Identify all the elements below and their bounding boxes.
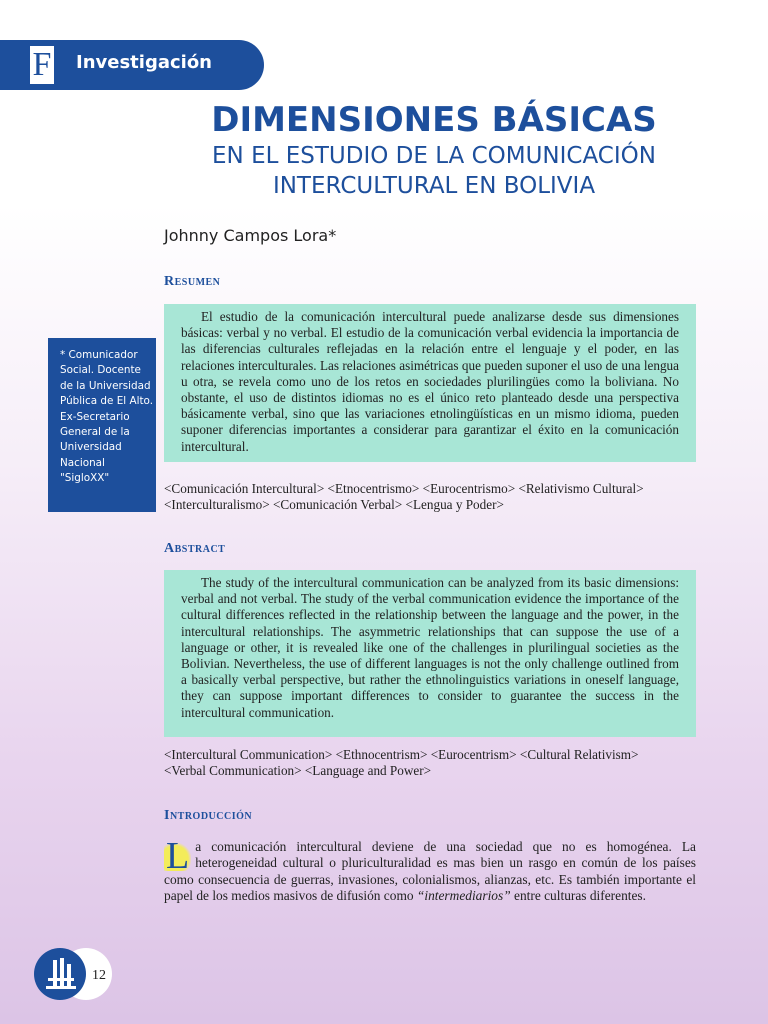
author-note-line: * Comunicador bbox=[60, 349, 138, 361]
introduccion-body bbox=[164, 835, 696, 904]
author-note-line: Pública de El Alto. bbox=[60, 395, 154, 408]
drop-cap: L bbox=[166, 835, 190, 877]
journal-logo-icon: F bbox=[30, 46, 54, 84]
keywords-line: <Verbal Communication> <Language and Power> bbox=[164, 763, 432, 779]
page-number-badge bbox=[34, 948, 114, 1000]
keywords-line: <Interculturalismo> <Comunicación Verbal> <Lengua y Poder> bbox=[164, 497, 504, 513]
page-number: 12 bbox=[92, 968, 106, 983]
abstract-box bbox=[164, 570, 696, 737]
introduccion-paragraph bbox=[164, 835, 696, 904]
section-label: Investigación bbox=[76, 52, 212, 73]
author-note-line: Social. Docente bbox=[60, 364, 141, 377]
introduccion-heading: Introducción bbox=[164, 808, 253, 823]
journal-emblem-icon bbox=[34, 948, 86, 1000]
article-subtitle-line-1: EN EL ESTUDIO DE LA COMUNICACIÓN bbox=[212, 143, 656, 169]
author-note-line: de la Universidad bbox=[60, 379, 151, 392]
author-name: Johnny Campos Lora* bbox=[164, 226, 337, 245]
intro-text-italic: “intermediarios” bbox=[416, 887, 511, 903]
resumen-keywords bbox=[164, 481, 700, 514]
article-title: DIMENSIONES BÁSICAS bbox=[211, 100, 657, 140]
author-note-line: Nacional bbox=[60, 456, 105, 469]
author-note-line: Ex-Secretario bbox=[60, 410, 130, 423]
abstract-text: The study of the intercultural communication can be analyzed from its basic dimensions: verbal and not verbal. The study of the verbal communication evidence the importance of the cultural differences reflected in the relationship between the language and the power, in the intercultural relationships. The asymmetric relationships that can suppose the use of a language or other, it is revealed like one of the challenges in plurilingual societies as the Bolivian. Nevertheless, the use of different languages is not the only challenge outlined from a basically verbal perspective, but rather the ethnolinguistics variations in oneself language, they can suppose important differences to consider to guarantee the success in the intercultural communication. bbox=[181, 575, 679, 720]
keywords-line: <Intercultural Communication> <Ethnocentrism> <Eurocentrism> <Cultural Relativism> bbox=[164, 747, 639, 762]
author-note-line: "SigloXX" bbox=[60, 472, 110, 485]
section-tab bbox=[0, 40, 264, 90]
resumen-text: El estudio de la comunicación intercultural puede analizarse desde sus dimensiones básicas: verbal y no verbal. El estudio de la comunicación verbal evidencia la importancia de las diferencias culturales reflejadas en la relación entre el lenguaje y el poder, en las relaciones interculturales. Las relaciones asimétricas que pueden suponer el uso de una lengua u otra, se revela como uno de los retos en sociedades plurilingües como la boliviana. No obstante, el uso de distintos idiomas no es el único reto planteado desde una perspectiva básicamente verbal, sino que las variaciones etnolingüísticas en un mismo idioma, pueden suponer diferencias importantes a considerar para garantizar el éxito en la comunicación intercultural. bbox=[181, 309, 679, 454]
article-subtitle-line-2: INTERCULTURAL EN BOLIVIA bbox=[272, 173, 596, 199]
author-note-line: General de la bbox=[60, 426, 130, 439]
intro-text-2: entre culturas diferentes. bbox=[510, 887, 646, 903]
intro-text-1: a comunicación intercultural deviene de una sociedad que no es homogénea. La heterogeneidad cultural o pluriculturalidad es mas bien un rasgo en común de los países como consecuencia de guerras, invasiones, colonialismos, alianzas, etc. Es también importante el papel de los medios masivos de difusión como bbox=[164, 839, 696, 903]
author-note bbox=[48, 338, 156, 512]
resumen-box bbox=[164, 304, 696, 462]
resumen-heading: Resumen bbox=[164, 274, 221, 289]
keywords-line: <Comunicación Intercultural> <Etnocentrismo> <Eurocentrismo> <Relativismo Cultural> bbox=[164, 481, 644, 496]
abstract-keywords bbox=[164, 747, 700, 780]
author-note-line: Universidad bbox=[60, 441, 122, 454]
abstract-heading: Abstract bbox=[164, 541, 226, 556]
